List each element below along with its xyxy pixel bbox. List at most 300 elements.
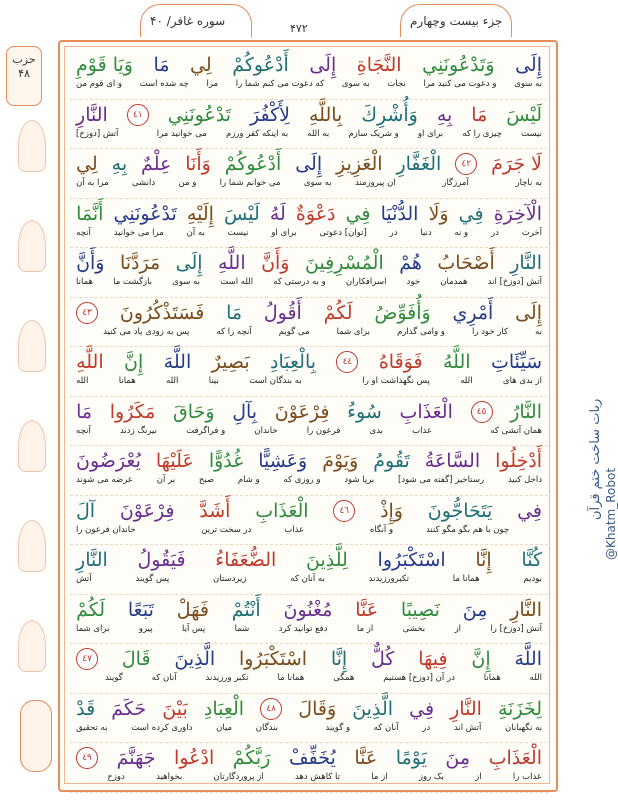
text-line xyxy=(70,248,548,298)
text-line xyxy=(70,50,548,100)
translation-word: چیزی را که xyxy=(462,128,502,139)
text-line xyxy=(70,397,548,447)
arabic-word: تَدْعُونَنِي xyxy=(167,103,232,126)
translation-word: [توان] دعوتی xyxy=(319,227,367,238)
arabic-word: لِأَكْفُرَ xyxy=(250,103,290,126)
translation-word: برای شما xyxy=(76,623,110,634)
translation-word: به اینکه کفر ورزم xyxy=(225,128,289,139)
translation-word: به سوی xyxy=(172,277,201,287)
hizb-label: حزب xyxy=(12,53,36,66)
ayah-number-marker: ٤١ xyxy=(127,104,149,126)
arabic-word: إِلَى xyxy=(515,54,542,76)
translation-word: آمرزگار xyxy=(442,178,469,188)
translation-word: که دعوت می کنم شما را xyxy=(235,79,325,89)
translation-word: می گویم xyxy=(278,326,310,337)
ornament-motif xyxy=(18,520,46,572)
translation-word: الله xyxy=(166,376,179,386)
persian-translation-line xyxy=(76,673,542,683)
arabic-word: وَيَوْمَ xyxy=(322,450,359,472)
text-line xyxy=(70,595,548,645)
translation-word: پس گویند xyxy=(135,574,170,584)
arabic-word: وَقَالَ xyxy=(298,697,337,720)
translation-word: برپا شود xyxy=(344,475,375,485)
translation-word: نیرنگ زدند xyxy=(119,425,157,436)
translation-word: آنچه xyxy=(76,425,91,436)
arabic-word: فِي xyxy=(409,697,435,720)
arabic-word: إِنَّا xyxy=(330,648,348,670)
arabic-word: دَعْوَةٌ xyxy=(295,202,336,225)
translation-word: نیست xyxy=(227,227,249,238)
arabic-word: يَتَحَاجُّونَ xyxy=(427,499,493,522)
arabic-word: وَأَنَّ xyxy=(261,252,290,274)
arabic-word: السَّاعَةُ xyxy=(424,450,481,472)
quran-text-block xyxy=(70,50,548,793)
watermark-title: ربات ساخت ختم قرآن xyxy=(588,398,603,520)
ayah-number-marker: ٤٦ xyxy=(333,500,355,522)
text-line xyxy=(70,199,548,249)
arabic-word: يَوْمًا xyxy=(395,747,427,769)
hizb-number: ۴۸ xyxy=(18,67,30,80)
translation-word: پس نگهداشت او را xyxy=(362,376,430,386)
ornament-motif xyxy=(18,620,46,672)
translation-word: گویند xyxy=(104,673,123,683)
arabic-word: أَدْعُوكُمْ xyxy=(232,54,289,76)
ornament-motif xyxy=(18,320,46,372)
arabic-word: وَإِذْ xyxy=(380,499,403,522)
translation-word: میان xyxy=(216,722,233,733)
persian-translation-line xyxy=(76,475,542,485)
text-line xyxy=(70,644,548,694)
translation-word: بندگان xyxy=(255,722,279,733)
translation-word: نجات xyxy=(387,79,406,89)
translation-word: عرضه می شوند xyxy=(76,475,133,485)
translation-word: در xyxy=(422,722,431,733)
arabic-word: أَدْخِلُوا xyxy=(495,450,542,472)
arabic-word: أَنْتُمْ xyxy=(231,598,261,621)
arabic-word: إِنَّا xyxy=(475,549,492,571)
arabic-word: فَهَلْ xyxy=(176,598,209,621)
translation-word: رستاخیز [گفته می شود] xyxy=(398,475,485,485)
translation-word: الله xyxy=(460,376,473,386)
arabic-word: لَيْسَ xyxy=(224,202,260,225)
translation-word: به الله xyxy=(307,128,330,139)
arabic-word: فِرْعَوْنَ xyxy=(119,499,175,522)
arabic-word: الْعَذَابِ xyxy=(255,499,309,522)
arabic-line xyxy=(76,300,542,326)
arabic-word: فِي xyxy=(458,202,484,225)
translation-word: بخشی xyxy=(402,623,426,634)
text-line xyxy=(70,743,548,793)
arabic-word: جَهَنَّمَ xyxy=(116,747,156,769)
arabic-word: عَنَّا xyxy=(354,747,378,769)
arabic-word: حَكَمَ xyxy=(111,697,147,720)
translation-word: عذاب xyxy=(412,425,433,436)
translation-word: به تحقیق xyxy=(76,722,108,733)
text-line xyxy=(70,100,548,150)
bottom-ornament xyxy=(20,700,52,772)
translation-word: آتش xyxy=(76,574,92,584)
arabic-word: كُلٌّ xyxy=(371,648,395,670)
arabic-word: نَصِيبًا xyxy=(400,598,440,621)
arabic-word: النَّارِ xyxy=(76,549,108,571)
ayah-number-marker: ٤٧ xyxy=(76,648,98,670)
translation-word: از پروردگارتان xyxy=(213,772,264,782)
persian-translation-line xyxy=(76,723,542,733)
arabic-word: وَأَنَّ xyxy=(76,252,105,274)
arabic-word: أَصْحَابُ xyxy=(437,252,495,274)
translation-word: همانا xyxy=(483,673,501,683)
translation-word: و روزی که xyxy=(283,475,321,485)
translation-word: برای شما xyxy=(336,326,371,337)
translation-word: آتش [دوزخ] را xyxy=(490,623,542,634)
text-line xyxy=(70,149,548,199)
text-line xyxy=(70,496,548,546)
arabic-word: آلَ xyxy=(76,499,96,522)
arabic-word: بِاللَّهِ xyxy=(308,103,343,126)
arabic-word: اللَّهِ xyxy=(218,252,246,274)
translation-word: و به درستی که xyxy=(273,277,326,287)
ornament-motif xyxy=(18,420,46,472)
surah-title: سوره غافر/ ۴۰ xyxy=(150,14,226,28)
arabic-word: بِالْعِبَادِ xyxy=(270,351,317,373)
text-line xyxy=(70,347,548,397)
translation-word: تکبر ورزیدند xyxy=(205,673,249,683)
translation-word: صبح xyxy=(198,475,215,485)
translation-word: همگی xyxy=(333,673,355,683)
side-ornament-band xyxy=(6,120,46,780)
arabic-word: وَحَاقَ xyxy=(173,400,215,423)
arabic-word: إِلَى xyxy=(309,54,337,76)
translation-word: عذاب xyxy=(284,524,305,535)
arabic-word: إِلَى xyxy=(175,252,203,274)
arabic-word: الَّذِينَ xyxy=(174,648,216,670)
persian-translation-line xyxy=(76,277,542,287)
translation-word: از ما xyxy=(371,772,388,782)
arabic-word: النَّارِ xyxy=(510,598,542,621)
arabic-word: عَنَّا xyxy=(355,598,379,621)
translation-word: خاندان فرعون را xyxy=(76,524,136,535)
arabic-line xyxy=(76,597,542,623)
arabic-line xyxy=(76,646,542,672)
translation-word: آتش [دوزخ] xyxy=(76,128,119,139)
arabic-word: أَدْعُوكُمْ xyxy=(224,153,282,175)
arabic-word: الْمُسْرِفِينَ xyxy=(304,252,384,274)
translation-word: از بدی های xyxy=(502,376,542,386)
translation-word: تا کاهش دهد xyxy=(294,772,341,782)
arabic-word: إِلَيْهِ xyxy=(186,202,214,225)
translation-word: مرا xyxy=(206,79,219,89)
arabic-word: إِلَى xyxy=(295,153,323,175)
translation-word: آنان که xyxy=(373,722,399,733)
arabic-word: الْغَفَّارِ xyxy=(396,153,442,175)
translation-word: به آنان که xyxy=(290,574,325,584)
translation-word: از ما xyxy=(356,623,374,634)
arabic-word: مَكَرُوا xyxy=(109,400,156,423)
translation-word: و من xyxy=(178,178,197,188)
translation-word: بخواهید xyxy=(156,772,183,782)
arabic-word: فِي xyxy=(517,499,542,522)
translation-word: الله است xyxy=(220,277,254,287)
translation-word: داوری کرده است xyxy=(131,722,193,733)
hizb-marker xyxy=(6,46,42,106)
arabic-word: أَقُولُ xyxy=(263,301,302,324)
translation-word: فرعون را xyxy=(306,425,341,436)
arabic-line xyxy=(76,696,542,722)
arabic-word: وَلَا xyxy=(428,202,449,225)
translation-word: عذاب را xyxy=(512,772,542,782)
translation-word: چه شده است xyxy=(139,79,189,89)
arabic-word: اللَّهَ xyxy=(163,351,192,373)
translation-word: به بندگان است xyxy=(249,376,302,386)
arabic-word: يُخَفِّفْ xyxy=(288,747,336,769)
arabic-word: أَمْرِي xyxy=(452,301,494,324)
persian-translation-line xyxy=(76,624,542,634)
translation-word: اسرافکاران xyxy=(345,277,387,287)
arabic-line xyxy=(76,448,542,474)
translation-word: همان آتشی که xyxy=(490,425,542,436)
arabic-line xyxy=(76,151,542,177)
arabic-line xyxy=(76,102,542,128)
translation-word: آنچه xyxy=(76,227,91,238)
translation-word: شما xyxy=(234,623,250,634)
arabic-word: فِيهَا xyxy=(418,648,448,670)
translation-word: و دعوت می کنید مرا xyxy=(423,79,497,89)
arabic-word: رَبَّكُمْ xyxy=(232,747,271,769)
arabic-word: مَرَدَّنَا xyxy=(119,252,161,274)
arabic-word: اللَّهِ xyxy=(76,351,104,373)
arabic-line xyxy=(76,745,542,771)
arabic-word: بِآلِ xyxy=(232,400,258,423)
translation-word: آنچه را که xyxy=(216,326,252,337)
translation-word: و آنگاه xyxy=(369,524,394,535)
arabic-word: إِنَّ xyxy=(471,648,491,670)
arabic-word: تَقُومُ xyxy=(373,450,410,472)
arabic-word: وَأُشْرِكَ xyxy=(361,103,418,126)
arabic-line xyxy=(76,349,542,375)
translation-word: به سوی xyxy=(341,79,370,89)
arabic-word: سَيِّئَاتِ xyxy=(490,351,542,373)
persian-translation-line xyxy=(76,79,542,89)
translation-word: به سوی xyxy=(514,79,542,89)
translation-word: در xyxy=(490,227,499,238)
arabic-word: النَّارِ xyxy=(76,103,108,126)
translation-word: دفع توانید کرد xyxy=(278,623,328,634)
arabic-word: أَشَدَّ xyxy=(199,499,231,522)
translation-word: بودیم xyxy=(523,574,542,584)
arabic-word: مُغْنُونَ xyxy=(283,598,333,621)
translation-word: پس به زودی یاد می کنید xyxy=(103,326,190,337)
arabic-word: النَّارِ xyxy=(450,697,482,720)
translation-word: کار خود را xyxy=(471,326,509,337)
translation-word: الله xyxy=(529,673,542,683)
translation-word: ان پیروزمند xyxy=(354,178,396,188)
arabic-word: الضُّعَفَاءُ xyxy=(215,549,277,571)
arabic-word: لِي xyxy=(76,153,98,175)
arabic-word: قَالَ xyxy=(121,648,151,670)
arabic-word: إِنَّ xyxy=(124,351,144,373)
arabic-word: غُدُوًّا xyxy=(208,450,244,472)
translation-word: به آن xyxy=(186,227,205,238)
translation-word: و شریک سازم xyxy=(348,128,399,139)
ornament-motif xyxy=(18,120,46,172)
arabic-word: لَيْسَ xyxy=(506,103,542,126)
arabic-word: بَصِيرٌ xyxy=(211,351,250,373)
arabic-word: مَا xyxy=(226,301,243,324)
arabic-word: لَكُمْ xyxy=(76,598,106,621)
translation-word: بینا xyxy=(208,376,219,386)
translation-word: یک روز xyxy=(418,772,444,782)
translation-word: از xyxy=(454,623,462,634)
persian-translation-line xyxy=(76,376,542,386)
translation-word: می خوانید مرا xyxy=(156,128,207,139)
translation-word: بدی xyxy=(369,425,384,436)
persian-translation-line xyxy=(76,327,542,337)
translation-word: همانا ما xyxy=(452,574,480,584)
ayah-number-marker: ٤٢ xyxy=(455,153,477,175)
translation-word: آخرت xyxy=(521,227,542,238)
arabic-word: لَهُ xyxy=(269,202,286,225)
translation-word: نیست xyxy=(521,128,542,139)
arabic-word: النَّجَاةِ xyxy=(356,54,402,76)
persian-translation-line xyxy=(76,525,542,535)
translation-word: آتش اند xyxy=(453,722,482,733)
arabic-word: فِي xyxy=(345,202,371,225)
translation-word: در xyxy=(389,227,398,238)
translation-word: همانا xyxy=(76,277,93,287)
arabic-word: لَا جَرَمَ xyxy=(491,153,542,175)
arabic-line xyxy=(76,399,542,425)
text-line xyxy=(70,545,548,595)
translation-word: دوزخ xyxy=(107,772,125,782)
persian-translation-line xyxy=(76,178,542,188)
arabic-word: فِرْعَوْنَ xyxy=(274,400,330,423)
watermark-handle: @Khatm_Robot xyxy=(604,467,618,560)
arabic-word: بِهِ xyxy=(436,103,453,126)
translation-word: آتش [دوزخ] اند xyxy=(487,277,542,287)
translation-word: مرا می خوانید xyxy=(113,227,164,238)
arabic-word: وَتَدْعُونَنِي xyxy=(422,54,495,76)
ayah-number-marker: ٤٤ xyxy=(336,351,358,373)
ornament-motif xyxy=(18,220,46,272)
arabic-word: اسْتَكْبَرُوا xyxy=(238,648,308,670)
translation-word: چون با هم بگو مگو کنند xyxy=(425,524,510,535)
persian-translation-line xyxy=(76,772,542,782)
translation-word: و فراگرفت xyxy=(186,425,226,436)
juz-title: جزء بیست وچهارم xyxy=(410,14,503,28)
translation-word: برای او xyxy=(417,128,444,139)
arabic-word: سُوءُ xyxy=(347,400,382,423)
arabic-word: الَّذِينَ xyxy=(352,697,394,720)
arabic-word: مَا xyxy=(76,400,93,423)
arabic-word: هُمْ xyxy=(399,252,422,274)
arabic-word: لِلَّذِينَ xyxy=(306,549,348,571)
arabic-word: بَيْنَ xyxy=(162,697,188,720)
arabic-word: عِلْمٌ xyxy=(141,153,172,175)
translation-word: پس آیا xyxy=(182,623,206,634)
translation-word: می خوانم شما را xyxy=(219,178,281,188)
arabic-word: وَأُفَوِّضُ xyxy=(374,301,431,324)
translation-word: در آن [دوزخ] هستیم xyxy=(383,673,455,683)
translation-word: آنان که xyxy=(151,673,177,683)
arabic-word: قَدْ xyxy=(76,697,96,720)
arabic-word: يُعْرَضُونَ xyxy=(76,450,141,472)
arabic-line xyxy=(76,498,542,524)
arabic-word: كُنَّا xyxy=(521,549,542,571)
translation-word: پیرو xyxy=(138,623,153,634)
translation-word: به ناچار xyxy=(515,178,542,188)
translation-word: به xyxy=(535,326,542,337)
translation-word: مرا به آن xyxy=(76,178,109,188)
page-number: ۴۷۲ xyxy=(290,22,308,35)
arabic-word: أَنَّمَا xyxy=(76,202,104,225)
arabic-word: فَوَقَاهُ xyxy=(378,351,423,373)
translation-word: تکبرورزیدند xyxy=(368,574,409,584)
arabic-word: الْعَزِيزِ xyxy=(336,153,383,175)
translation-word: الله xyxy=(76,376,89,386)
arabic-word: الْعَذَابِ xyxy=(399,400,453,423)
arabic-word: فَيَقُولُ xyxy=(137,549,186,571)
ayah-number-marker: ٤٨ xyxy=(260,698,282,720)
arabic-word: لِخَزَنَةِ xyxy=(497,697,542,720)
arabic-line xyxy=(76,201,542,227)
arabic-line xyxy=(76,52,542,78)
arabic-word: الْعَذَابِ xyxy=(488,747,542,769)
arabic-word: اللَّهَ xyxy=(514,648,542,670)
translation-word: خود xyxy=(406,277,421,287)
ayah-number-marker: ٤٩ xyxy=(76,747,98,769)
translation-word: و نه xyxy=(454,227,469,238)
translation-word: همانا xyxy=(118,376,136,386)
arabic-word: الْعِبَادِ xyxy=(203,697,245,720)
translation-word: و ای قوم من xyxy=(76,79,123,89)
arabic-word: وَعَشِيًّا xyxy=(258,450,308,472)
translation-word: دنیا xyxy=(420,227,432,238)
arabic-word: مَا xyxy=(471,103,488,126)
translation-word: داخل کنید xyxy=(507,475,542,485)
arabic-word: ادْعُوا xyxy=(174,747,215,769)
translation-word: برای او xyxy=(271,227,297,238)
arabic-word: مِنَ xyxy=(445,747,471,769)
text-line xyxy=(70,298,548,348)
persian-translation-line xyxy=(76,228,542,238)
translation-word: همدمان xyxy=(440,277,468,287)
arabic-line xyxy=(76,547,542,573)
persian-translation-line xyxy=(76,129,542,139)
arabic-word: مِنَ xyxy=(462,598,488,621)
text-line xyxy=(70,694,548,744)
translation-word: در سخت ترین xyxy=(201,524,252,535)
arabic-word: لِي xyxy=(190,54,212,76)
persian-translation-line xyxy=(76,426,542,436)
arabic-word: الْآخِرَةِ xyxy=(493,202,542,225)
translation-word: به سوی xyxy=(303,178,332,188)
translation-word: خاندان xyxy=(254,425,278,436)
arabic-word: إِلَى xyxy=(515,301,542,324)
ayah-number-marker: ٤٥ xyxy=(471,401,493,423)
translation-word: و شام xyxy=(237,475,260,485)
text-line xyxy=(70,446,548,496)
arabic-word: لَكُمْ xyxy=(323,301,353,324)
arabic-word: وَيَا قَوْمِ xyxy=(76,54,133,76)
arabic-word: وَأَنَا xyxy=(185,153,211,175)
translation-word: زیردستان xyxy=(213,574,247,584)
arabic-word: مَا xyxy=(153,54,170,76)
translation-word: و وامی گذارم xyxy=(397,326,445,337)
arabic-word: النَّارِ xyxy=(510,252,542,274)
translation-word: و گویند xyxy=(325,722,351,733)
ayah-number-marker: ٤٣ xyxy=(76,302,98,324)
arabic-word: الدُّنْيَا xyxy=(380,202,419,225)
